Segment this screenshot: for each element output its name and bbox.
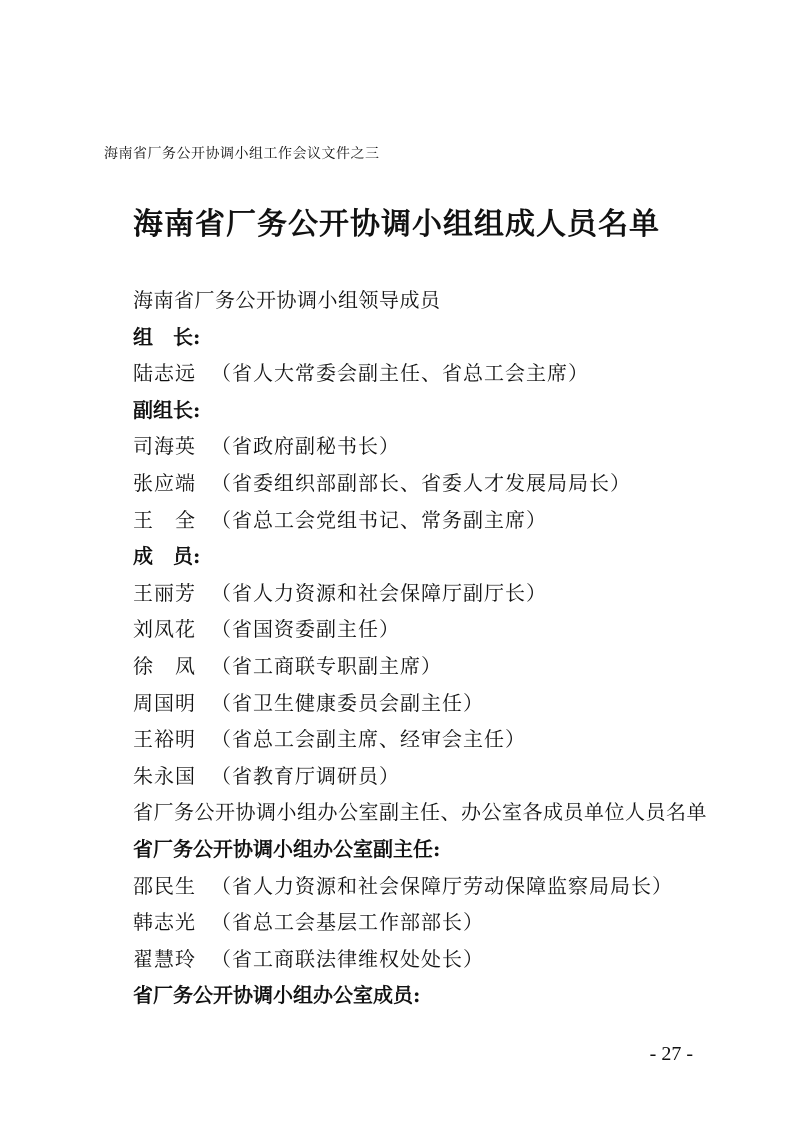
member-position: （省工商联法律维权处处长） — [211, 946, 484, 971]
page-number: - 27 - — [649, 1043, 693, 1065]
member-entry — [133, 355, 753, 392]
group-label: 省厂务公开协调小组办公室副主任: — [133, 836, 441, 861]
member-entry — [133, 904, 753, 941]
member-name: 陆志远 — [133, 361, 196, 386]
member-entry — [133, 465, 753, 502]
member-position: （省总工会基层工作部部长） — [211, 910, 484, 935]
member-entry — [133, 648, 753, 685]
member-name: 周国明 — [133, 690, 196, 715]
member-entry — [133, 611, 753, 648]
document-title: 海南省厂务公开协调小组组成人员名单 — [133, 207, 660, 242]
member-name: 翟慧玲 — [133, 946, 196, 971]
member-position: （省教育厅调研员） — [211, 763, 400, 788]
member-entry — [133, 721, 753, 758]
member-name: 邵民生 — [133, 873, 196, 898]
member-name: 王 全 — [133, 507, 196, 532]
member-name: 王丽芳 — [133, 580, 196, 605]
member-position: （省人力资源和社会保障厅劳动保障监察局局长） — [211, 873, 673, 898]
member-position: （省人力资源和社会保障厅副厅长） — [211, 580, 547, 605]
member-position: （省委组织部副部长、省委人才发展局局长） — [211, 470, 631, 495]
member-name: 张应端 — [133, 470, 196, 495]
member-entry — [133, 868, 753, 905]
section-heading: 海南省厂务公开协调小组领导成员 — [133, 288, 441, 312]
group-label: 成 员: — [133, 544, 201, 569]
document-series-header: 海南省厂务公开协调小组工作会议文件之三 — [104, 146, 380, 162]
member-entry — [133, 428, 753, 465]
member-position: （省政府副秘书长） — [211, 434, 400, 459]
member-entry — [133, 685, 753, 722]
member-name: 司海英 — [133, 434, 196, 459]
member-position: （省国资委副主任） — [211, 617, 400, 642]
member-entry — [133, 758, 753, 795]
member-name: 王裕明 — [133, 727, 196, 752]
member-position: （省总工会党组书记、常务副主席） — [211, 507, 547, 532]
group-label: 组 长: — [133, 324, 201, 349]
member-entry — [133, 575, 753, 612]
member-name: 刘凤花 — [133, 617, 196, 642]
member-name: 韩志光 — [133, 910, 196, 935]
member-position: （省人大常委会副主任、省总工会主席） — [211, 361, 589, 386]
member-entry — [133, 941, 753, 978]
member-name: 徐 凤 — [133, 653, 196, 678]
group-label: 副组长: — [133, 397, 201, 422]
member-entry — [133, 502, 753, 539]
member-position: （省卫生健康委员会副主任） — [211, 690, 484, 715]
member-name: 朱永国 — [133, 763, 196, 788]
member-position: （省工商联专职副主席） — [211, 653, 442, 678]
section-heading: 省厂务公开协调小组办公室副主任、办公室各成员单位人员名单 — [133, 800, 707, 825]
member-list — [133, 282, 753, 1014]
group-label: 省厂务公开协调小组办公室成员: — [133, 983, 421, 1008]
member-position: （省总工会副主席、经审会主任） — [211, 727, 526, 752]
